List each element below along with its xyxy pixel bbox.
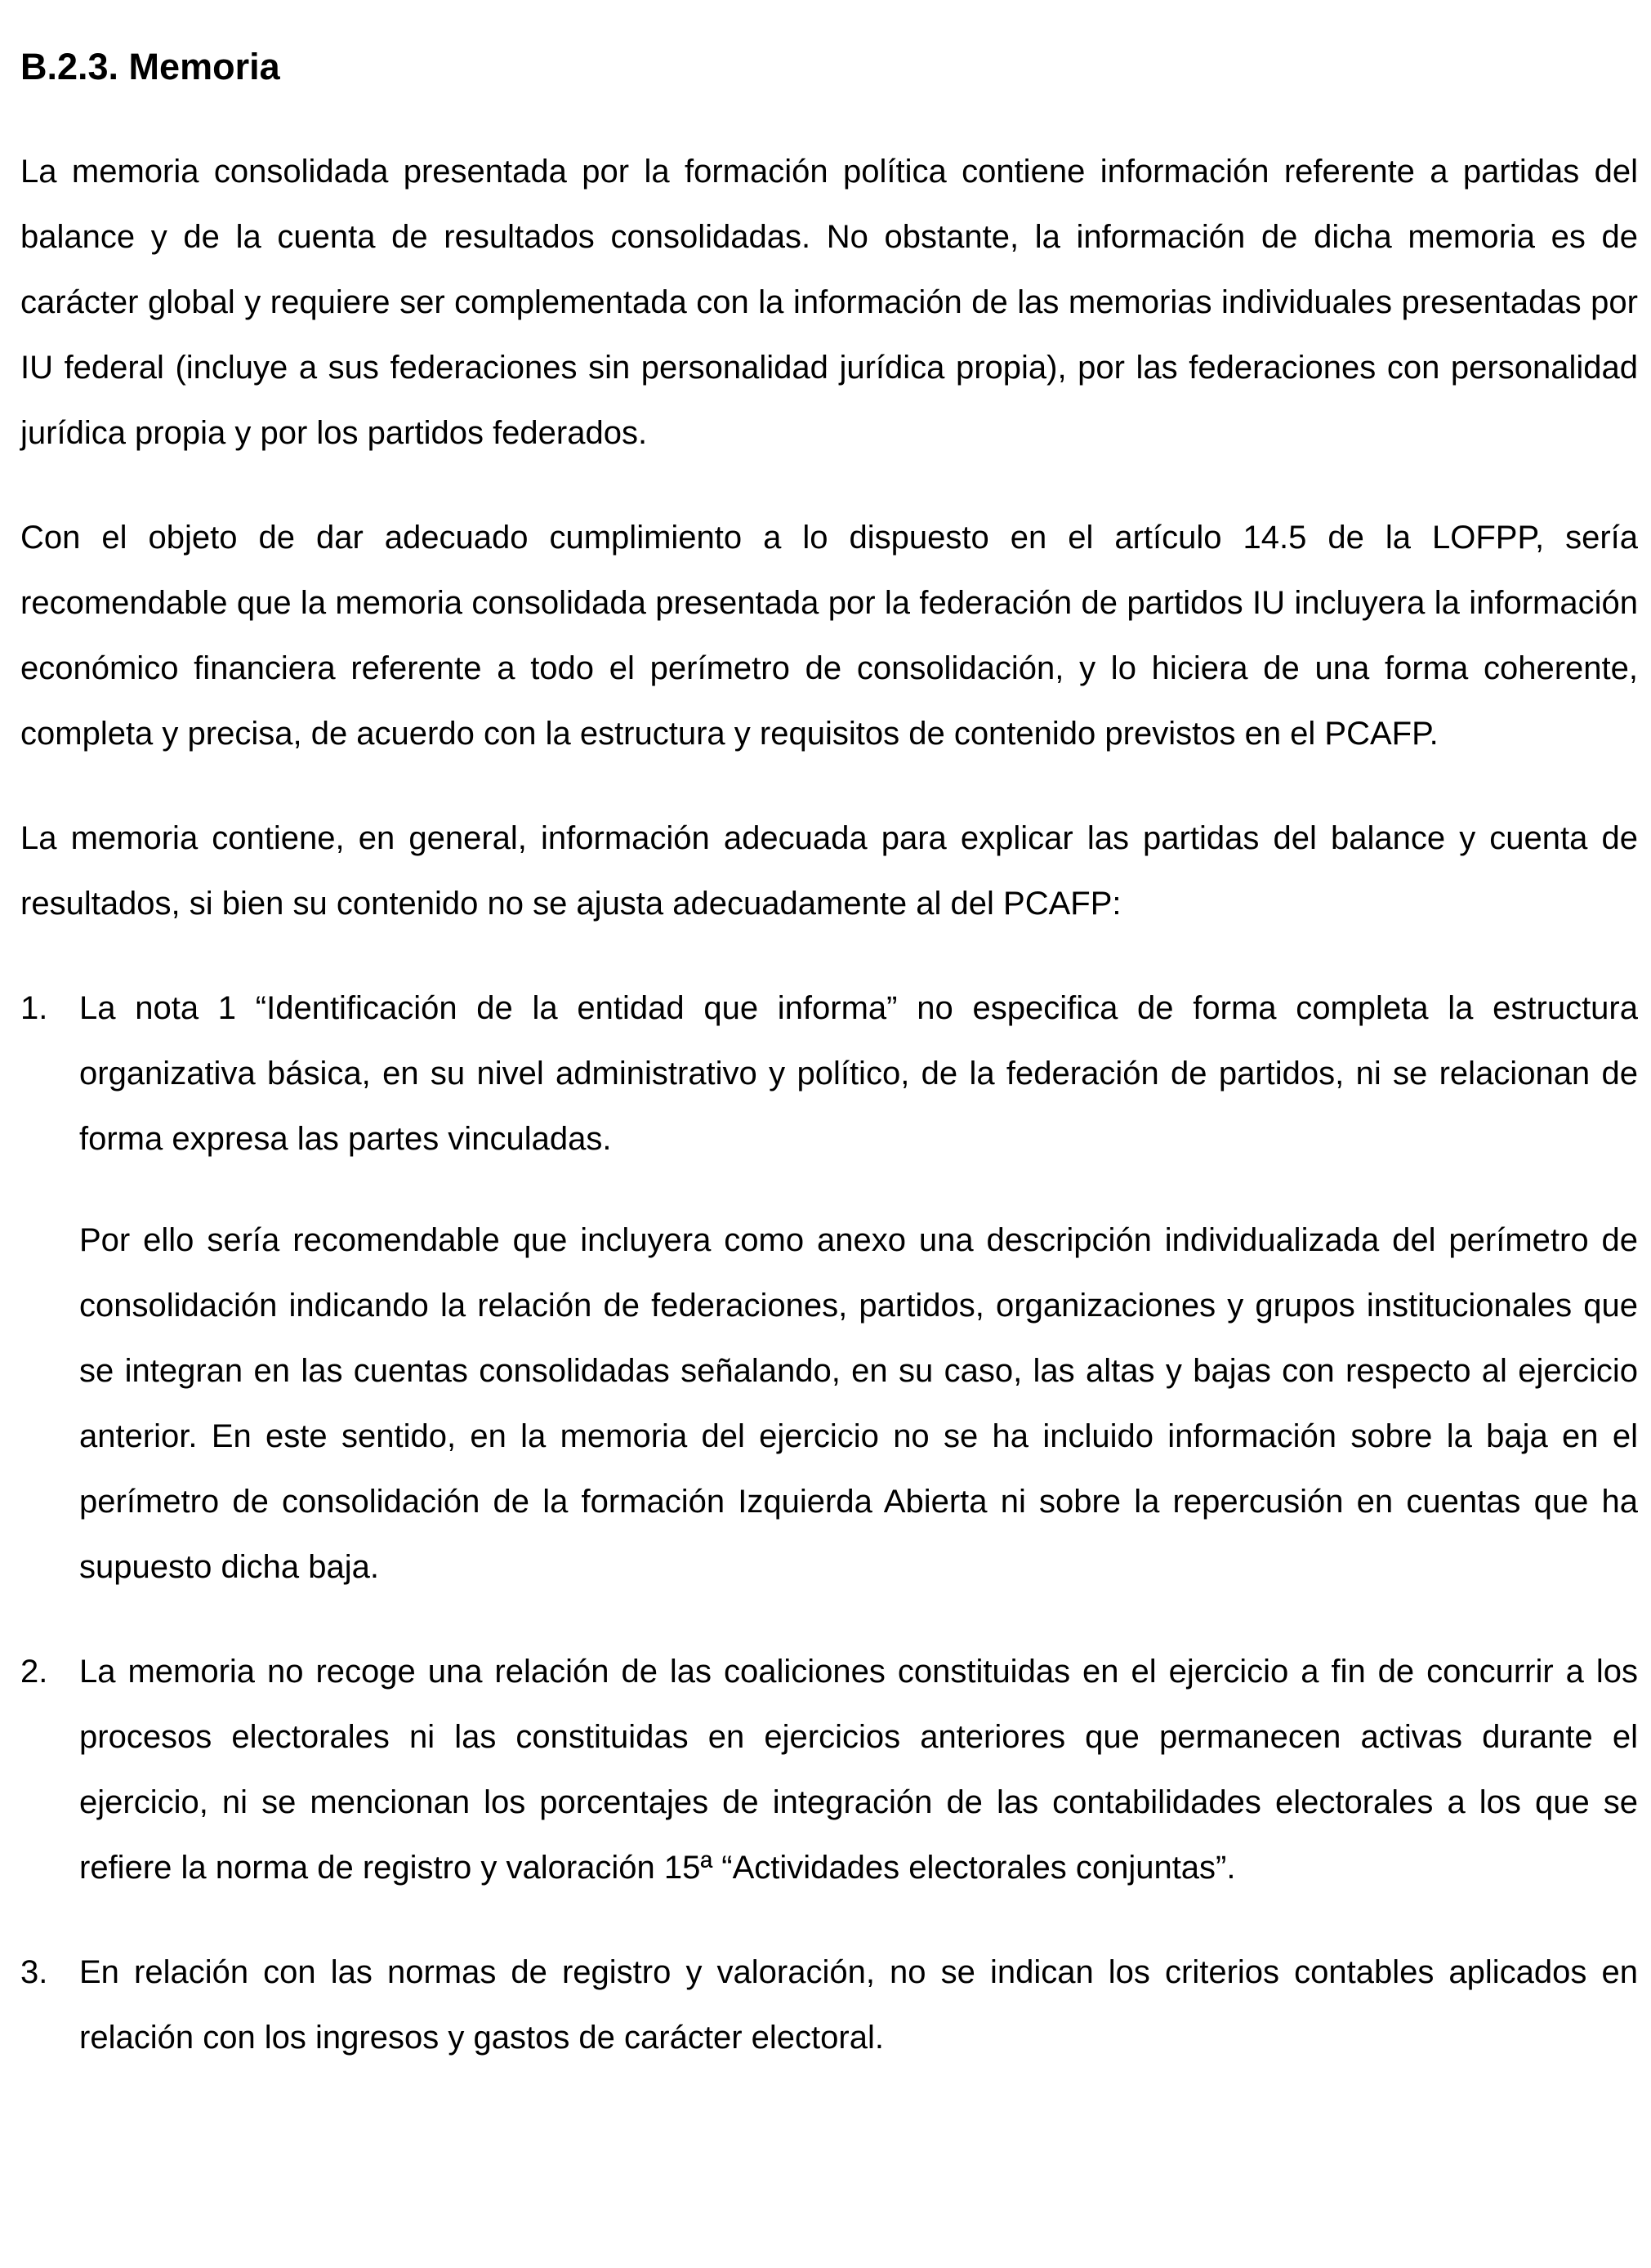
list-item-1 [20,976,1638,1600]
list-item-1-paragraph-2: Por ello sería recomendable que incluyera como anexo una descripción individualizada del perímetro de consolidación indicando la relación de federaciones, partidos, organizaciones y grupos institucionales que se integran en las cuentas consolidadas señalando, en su caso, las altas y bajas con respecto al ejercicio anterior. En este sentido, en la memoria del ejercicio no se ha incluido información sobre la baja en el perímetro de consolidación de la formación Izquierda Abierta ni sobre la repercusión en cuentas que ha supuesto dicha baja. [79,1222,1638,1585]
paragraph-3: La memoria contiene, en general, información adecuada para explicar las partidas del balance y cuenta de resultados, si bien su contenido no se ajusta adecuadamente al del PCAFP: [20,820,1638,922]
list-item-2-number: 2. [20,1654,48,1690]
list-item-3-paragraph-1: En relación con las normas de registro y valoración, no se indican los criterios contables aplicados en relación con los ingresos y gastos de carácter electoral. [79,1954,1638,2056]
paragraph-1: La memoria consolidada presentada por la formación política contiene información referente a partidas del balance y de la cuenta de resultados consolidadas. No obstante, la información de dicha memoria es de carácter global y requiere ser complementada con la información de las memorias individuales presentadas por IU federal (incluye a sus federaciones sin personalidad jurídica propia), por las federaciones con personalidad jurídica propia y por los partidos federados. [20,154,1638,451]
list-item-3 [20,1940,1638,2070]
list-item-1-number: 1. [20,990,48,1026]
list-item-2-body [79,1639,1638,1900]
list-item-3-number: 3. [20,1954,48,1990]
paragraph-2: Con el objeto de dar adecuado cumplimiento a lo dispuesto en el artículo 14.5 de la LOFPP, sería recomendable que la memoria consolidada presentada por la federación de partidos IU incluyera la información económico financiera referente a todo el perímetro de consolidación, y lo hiciera de una forma coherente, completa y precisa, de acuerdo con la estructura y requisitos de contenido previstos en el PCAFP. [20,520,1638,752]
list-item-1-paragraph-1: La nota 1 “Identificación de la entidad que informa” no especifica de forma completa la estructura organizativa básica, en su nivel administrativo y político, de la federación de partidos, ni se relacionan de forma expresa las partes vinculadas. [79,990,1638,1157]
list-item-2-paragraph-1: La memoria no recoge una relación de las coaliciones constituidas en el ejercicio a fin de concurrir a los procesos electorales ni las constituidas en ejercicios anteriores que permanecen activas durante el ejercicio, ni se mencionan los porcentajes de integración de las contabilidades electorales a los que se refiere la norma de registro y valoración 15ª “Actividades electorales conjuntas”. [79,1654,1638,1886]
list-item-3-body [79,1940,1638,2070]
section-heading: B.2.3. Memoria [20,46,280,87]
list-item-1-body [79,976,1638,1600]
list-item-2 [20,1639,1638,1900]
